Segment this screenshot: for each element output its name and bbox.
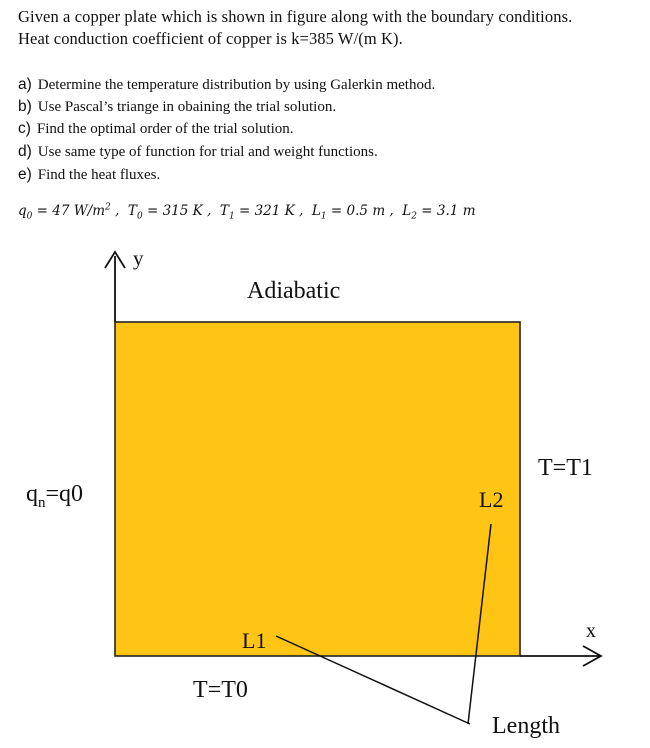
task-letter: b) <box>18 98 32 115</box>
top-boundary-label: Adiabatic <box>247 278 341 304</box>
param-L1: $L_1 = 0.5$ m <box>311 202 386 222</box>
task-text: Determine the temperature distribution by using Galerkin method. <box>37 77 436 93</box>
param-T1: $T_1 = 321$ K <box>219 202 295 222</box>
task-text: Use same type of function for trial and weight functions. <box>37 144 378 160</box>
l2-label: L2 <box>479 487 504 512</box>
param-L2: $L_2 = 3.1$ m <box>402 202 476 222</box>
intro-line-1: Given a copper plate which is shown in figure along with the boundary conditions. <box>18 7 573 26</box>
y-axis-label: y <box>133 246 144 270</box>
length-label: Length <box>492 713 560 739</box>
task-letter: c) <box>18 120 31 137</box>
param-T0: $T_0 = 315$ K <box>127 202 203 222</box>
parameter-line: $q_0 = 47$ $W/m^2$ , $T_0 = 315$ K , $T_1 = 321$ K , $L_1 = 0.5$ m , $L_2 = 3.1$ m <box>18 202 476 222</box>
left-boundary-label: $q_n=q0$ <box>26 481 84 511</box>
task-text: Find the optimal order of the trial solution. <box>36 121 294 137</box>
task-text: Use Pascal’s triange in obaining the trial solution. <box>37 99 337 115</box>
task-letter: d) <box>18 143 32 160</box>
task-letter: e) <box>18 166 32 183</box>
intro-line-2: Heat conduction coefficient of copper is k=385 W/(m K). <box>18 29 403 48</box>
copper-plate <box>115 322 520 656</box>
task-text: Find the heat fluxes. <box>37 167 161 183</box>
param-q0: $q_0 = 47$ $W/m^2$ <box>18 202 111 222</box>
x-axis-label: x <box>586 620 596 642</box>
bottom-boundary-label: T=T0 <box>193 677 248 703</box>
l1-label: L1 <box>242 628 267 653</box>
task-letter: a) <box>18 76 32 93</box>
right-boundary-label: T=T1 <box>538 455 593 481</box>
